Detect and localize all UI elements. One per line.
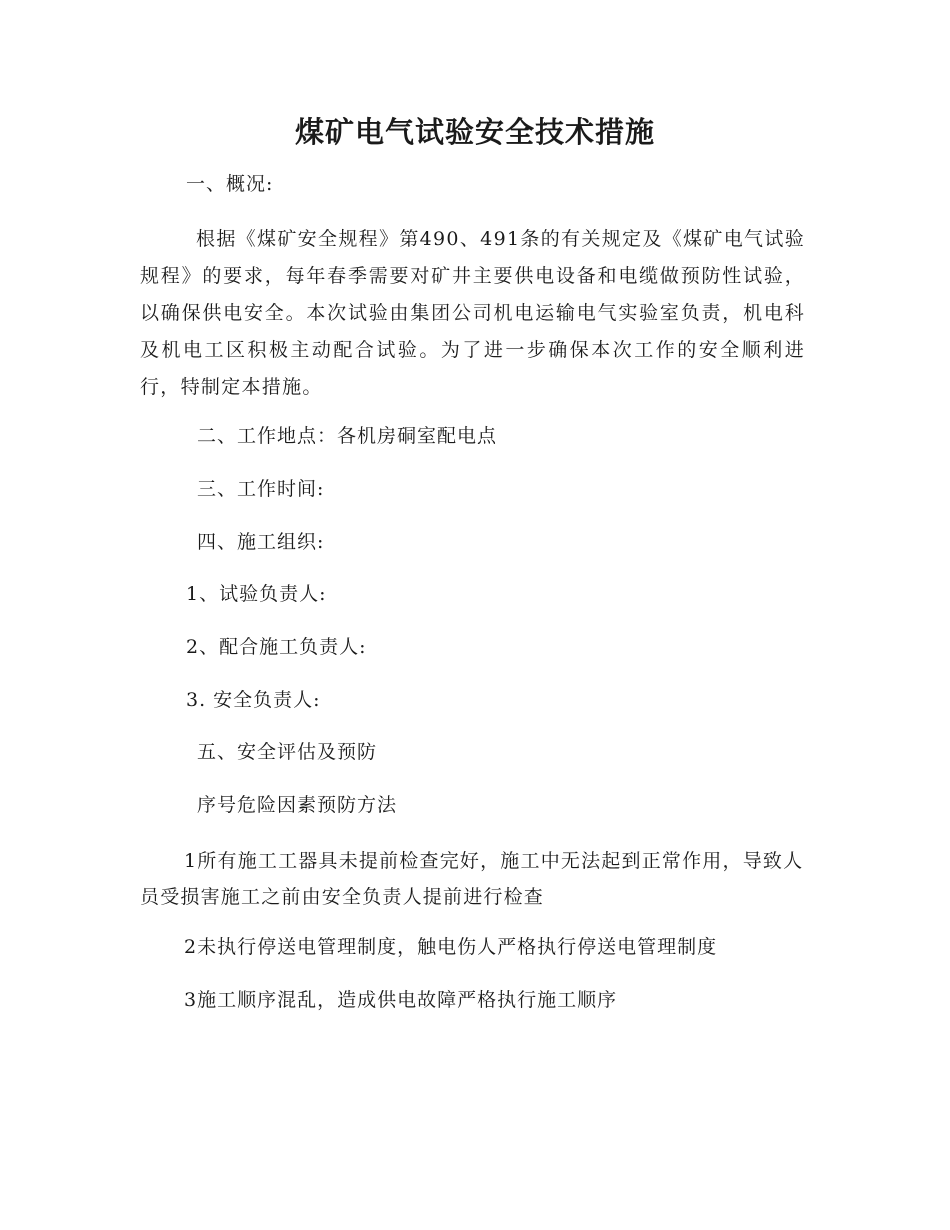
section-organization-heading: 四、施工组织:	[197, 531, 325, 553]
risk-item: 2未执行停送电管理制度，触电伤人严格执行停送电管理制度	[184, 936, 718, 958]
section-overview-body: 根据《煤矿安全规程》第490、491条的有关规定及《煤矿电气试验规程》的要求，每年春季需要对矿井主要供电设备和电缆做预防性试验，以确保供电安全。本次试验由集团公司机电运输电气实验室负责，机电科及机电工区积极主动配合试验。为了进一步确保本次工作的安全顺利进行，特制定本措施。	[140, 228, 805, 398]
section-time-heading: 三、工作时间:	[197, 478, 325, 500]
risk-item: 3施工顺序混乱，造成供电故障严格执行施工顺序	[184, 989, 618, 1011]
org-item-safety-lead: 3. 安全负责人:	[186, 689, 321, 711]
org-item-construction-lead: 2、配合施工负责人:	[186, 636, 367, 658]
risk-item: 1所有施工工器具未提前检查完好，施工中无法起到正常作用，导致人员受损害施工之前由安全负责人提前进行检查	[140, 850, 804, 908]
section-location-heading: 二、工作地点：各机房硐室配电点	[197, 425, 498, 447]
section-risk-heading: 五、安全评估及预防	[197, 741, 378, 763]
risk-table-header: 序号危险因素预防方法	[197, 794, 398, 816]
document-title: 煤矿电气试验安全技术措施	[294, 115, 655, 149]
org-item-test-lead: 1、试验负责人:	[186, 583, 327, 605]
section-overview-heading: 一、概况:	[186, 173, 274, 195]
